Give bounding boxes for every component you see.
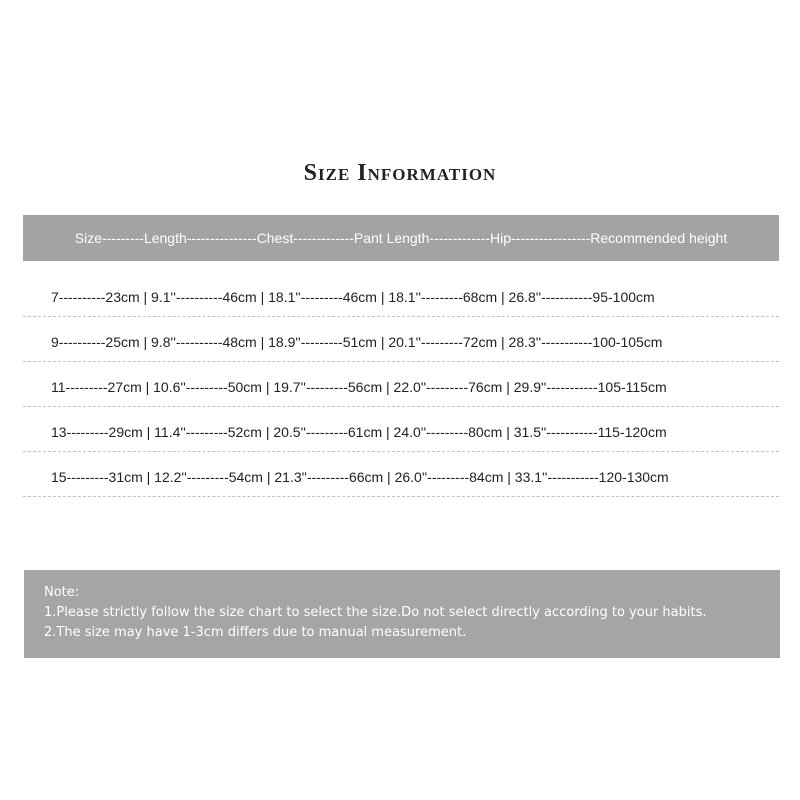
size-table <box>23 272 779 497</box>
table-row <box>23 407 779 452</box>
note-heading: Note: <box>44 585 80 600</box>
table-row <box>23 362 779 407</box>
note-box <box>24 570 780 658</box>
table-row <box>23 452 779 497</box>
table-row-text: 11---------27cm | 10.6''---------50cm | 19.7''---------56cm | 22.0''---------76cm | 29.9''-----------105-115cm <box>51 379 667 395</box>
table-row-text: 9----------25cm | 9.8''----------48cm | 18.9''---------51cm | 20.1''---------72cm | 28.3''-----------100-105cm <box>51 334 663 350</box>
table-row-text: 7----------23cm | 9.1''----------46cm | 18.1''---------46cm | 18.1''---------68cm | 26.8''-----------95-100cm <box>51 289 655 305</box>
table-row-text: 13---------29cm | 11.4''---------52cm | 20.5''---------61cm | 24.0''---------80cm | 31.5''-----------115-120cm <box>51 424 667 440</box>
table-row <box>23 272 779 317</box>
table-row <box>23 317 779 362</box>
page-title: Size Information <box>303 160 497 186</box>
note-line-1: 1.Please strictly follow the size chart to select the size.Do not select directly according to your habits. <box>44 605 707 620</box>
size-table-header: Size---------Length---------------Chest-------------Pant Length-------------Hip-----------------Recommended height <box>23 215 779 261</box>
note-line-2: 2.The size may have 1-3cm differs due to manual measurement. <box>44 625 467 640</box>
row-divider <box>23 496 779 497</box>
table-row-text: 15---------31cm | 12.2''---------54cm | 21.3''---------66cm | 26.0''---------84cm | 33.1''-----------120-130cm <box>51 469 669 485</box>
